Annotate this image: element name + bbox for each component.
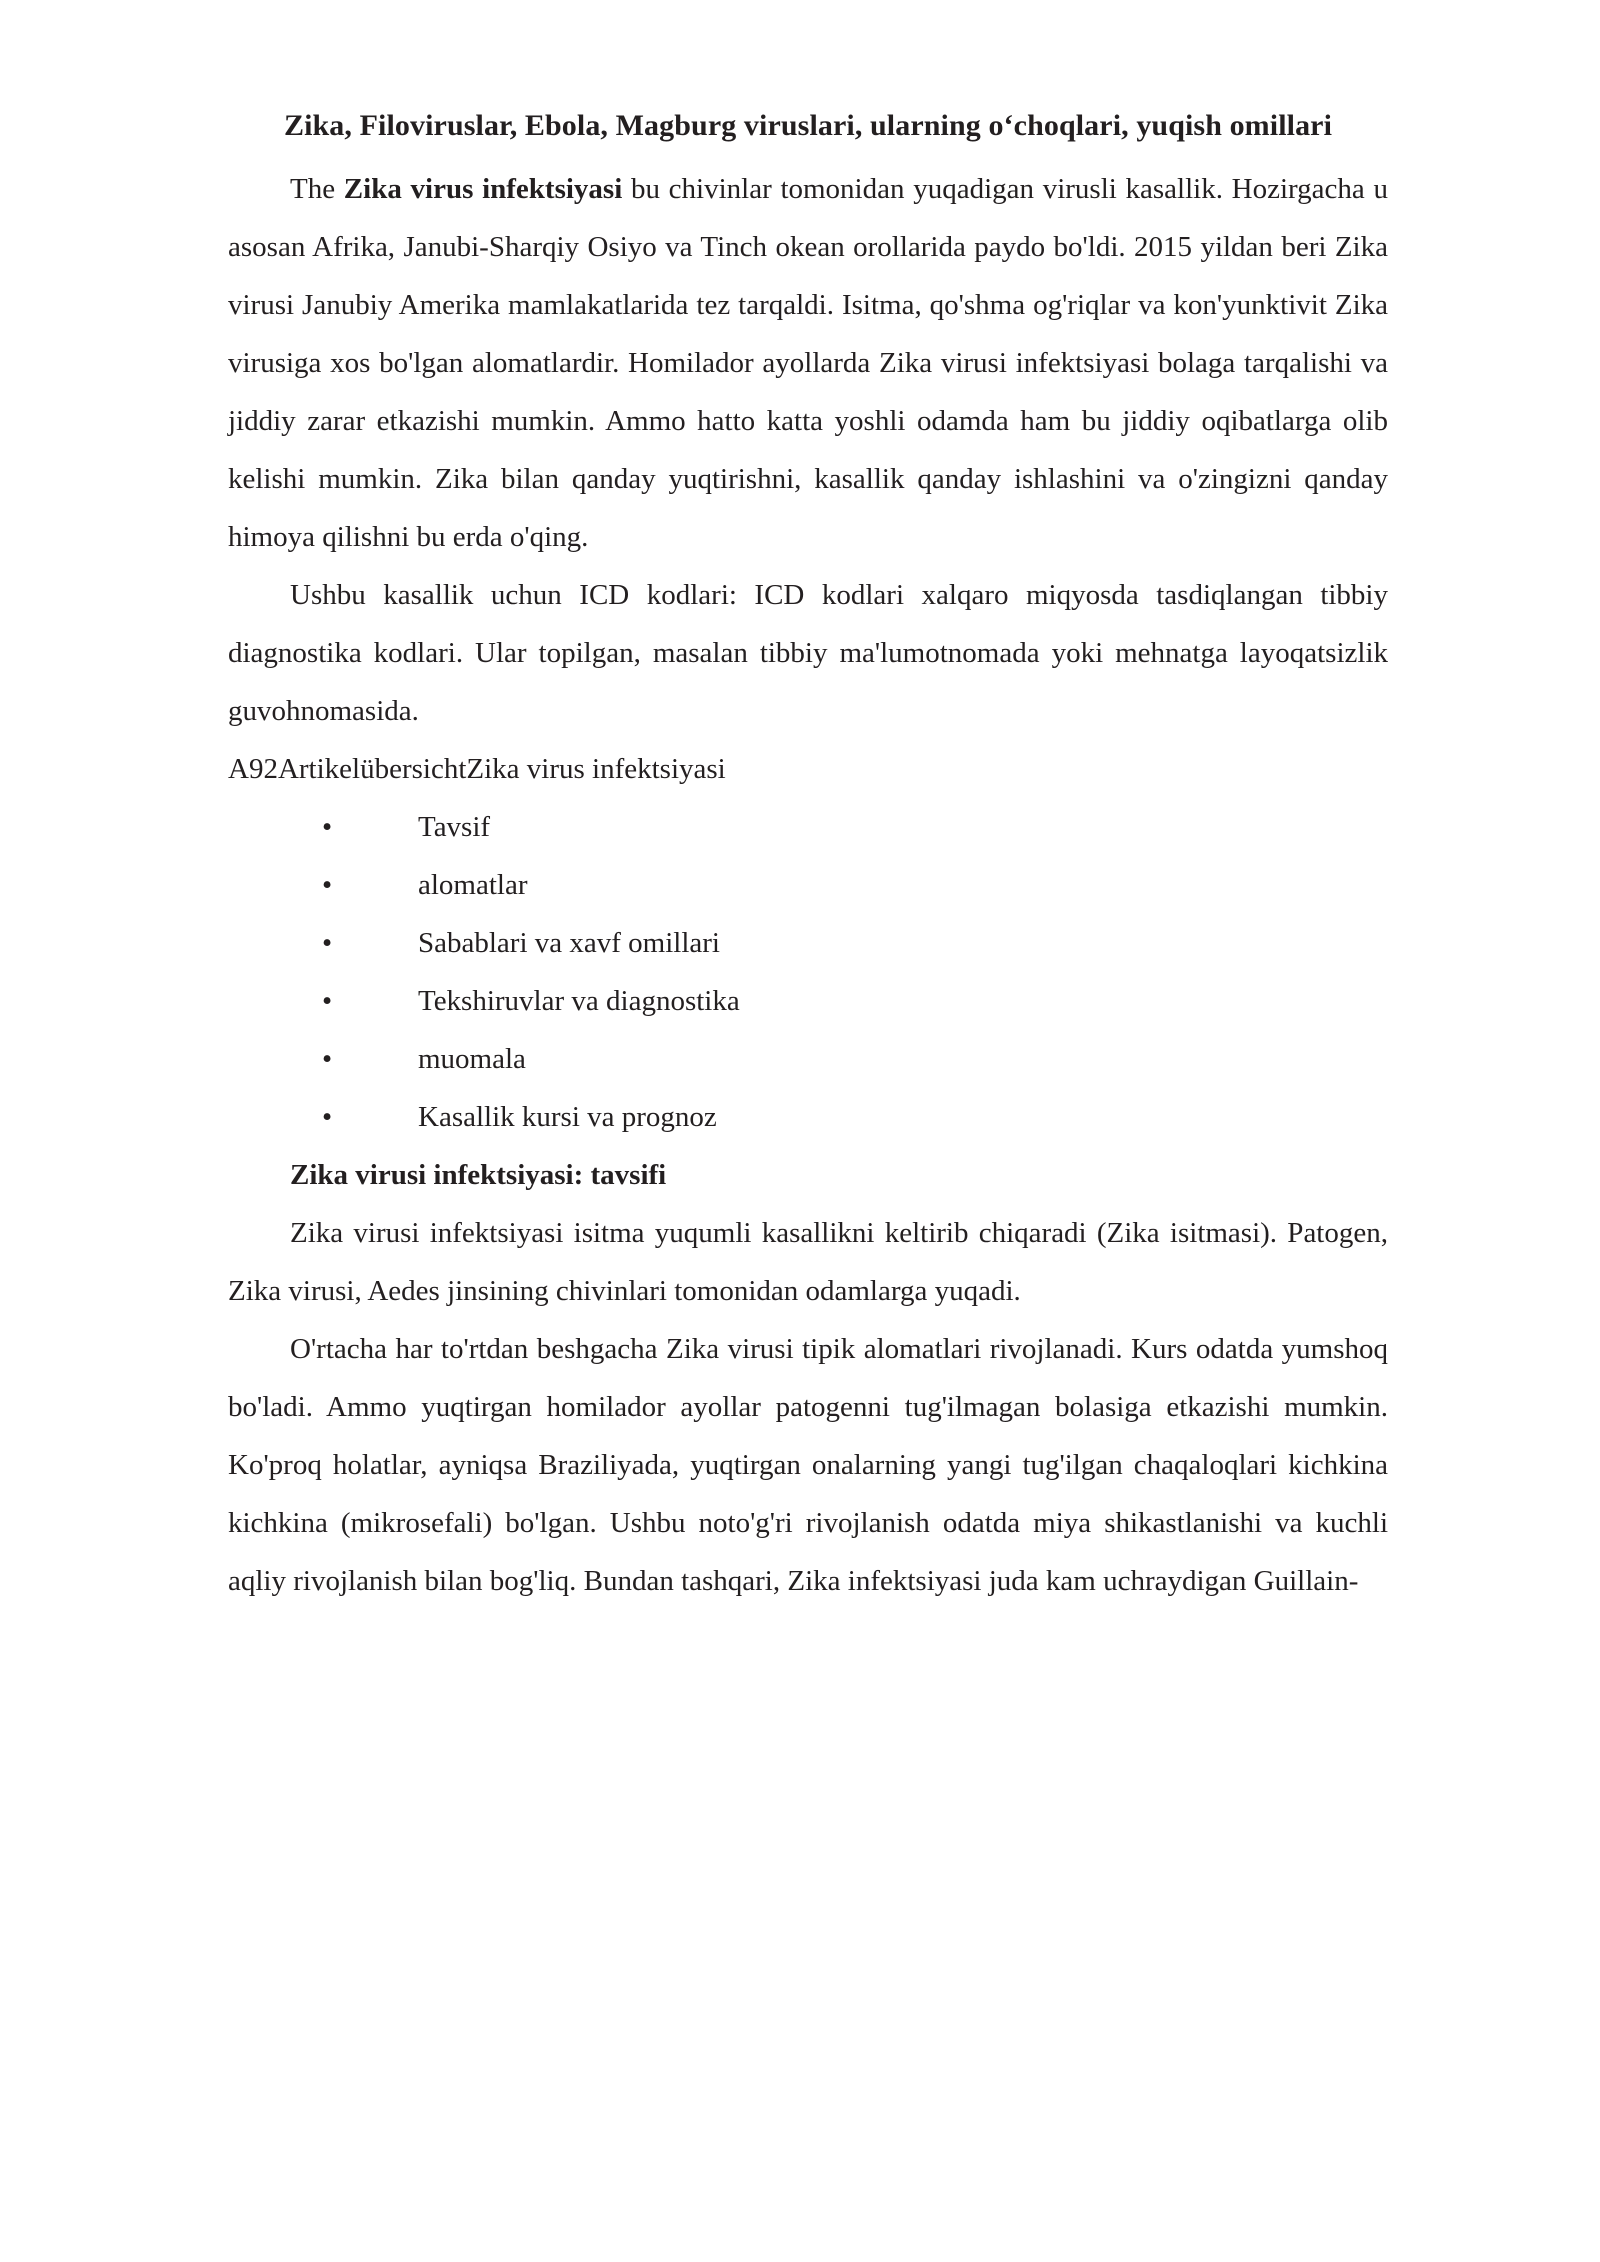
list-item-label: Tavsif bbox=[418, 811, 491, 843]
paragraph-intro-rest: bu chivinlar tomonidan yuqadigan virusli kasallik. Hozirgacha u asosan Afrika, Janubi-Sharqiy Osiyo va Tinch okean orollarida paydo bo'ldi. 2015 yildan beri Zika virusi Janubiy Amerika mamlakatlarida tez tarqaldi. Isitma, qo'shma og'riqlar va kon'yunktivit Zika virusiga xos bo'lgan alomatlardir. Homilador ayollarda Zika virusi infektsiyasi bolaga tarqalishi va jiddiy zarar etkazishi mumkin. Ammo hatto katta yoshli odamda ham bu jiddiy oqibatlarga olib kelishi mumkin. Zika bilan qanday yuqtirishni, kasallik qanday ishlashini va o'zingizni qanday himoya qilishni bu erda o'qing. bbox=[228, 173, 1388, 553]
section-heading-tavsifi: Zika virusi infektsiyasi: tavsifi bbox=[290, 1159, 667, 1191]
article-outline-list bbox=[228, 798, 1388, 1146]
list-item-label: Kasallik kursi va prognoz bbox=[418, 1101, 717, 1133]
list-item-label: Sabablari va xavf omillari bbox=[418, 927, 720, 959]
list-item bbox=[228, 798, 1388, 856]
bullet-icon: • bbox=[322, 1101, 333, 1133]
bullet-icon: • bbox=[322, 927, 333, 959]
list-item bbox=[228, 856, 1388, 914]
list-item bbox=[228, 1088, 1388, 1146]
paragraph-intro-lead: The bbox=[290, 173, 344, 205]
list-item bbox=[228, 1030, 1388, 1088]
page-content bbox=[228, 96, 1388, 1610]
paragraph-description: Zika virusi infektsiyasi isitma yuqumli kasallikni keltirib chiqaradi (Zika isitmasi). Patogen, Zika virusi, Aedes jinsining chivinlari tomonidan odamlarga yuqadi. bbox=[228, 1217, 1388, 1307]
bullet-icon: • bbox=[322, 811, 333, 843]
paragraph-intro-bold-term: Zika virus infektsiyasi bbox=[343, 173, 623, 205]
list-item bbox=[228, 972, 1388, 1030]
paragraph-symptoms: O'rtacha har to'rtdan beshgacha Zika virusi tipik alomatlari rivojlanadi. Kurs odatda yumshoq bo'ladi. Ammo yuqtirgan homilador ayollar patogenni tug'ilmagan bolasiga etkazishi mumkin. Ko'proq holatlar, ayniqsa Braziliyada, yuqtirgan onalarning yangi tug'ilgan chaqaloqlari kichkina kichkina (mikrosefali) bo'lgan. Ushbu noto'g'ri rivojlanish odatda miya shikastlanishi va kuchli aqliy rivojlanish bilan bog'liq. Bundan tashqari, Zika infektsiyasi juda kam uchraydigan Guillain- bbox=[228, 1333, 1388, 1597]
list-item bbox=[228, 914, 1388, 972]
list-item-label: muomala bbox=[418, 1043, 526, 1075]
paragraph-icd-codes: Ushbu kasallik uchun ICD kodlari: ICD kodlari xalqaro miqyosda tasdiqlangan tibbiy diagnostika kodlari. Ular topilgan, masalan tibbiy ma'lumotnomada yoki mehnatga layoqatsizlik guvohnomasida. bbox=[228, 579, 1388, 727]
list-item-label: alomatlar bbox=[418, 869, 528, 901]
bullet-icon: • bbox=[322, 869, 333, 901]
bullet-icon: • bbox=[322, 1043, 333, 1075]
page-title: Zika, Filoviruslar, Ebola, Magburg viruslari, ularning o‘choqlari, yuqish omillari bbox=[283, 109, 1333, 142]
bullet-icon: • bbox=[322, 985, 333, 1017]
paragraph-code-line: A92ArtikelübersichtZika virus infektsiyasi bbox=[228, 753, 726, 785]
paragraph-intro bbox=[228, 160, 1388, 566]
list-item-label: Tekshiruvlar va diagnostika bbox=[418, 985, 740, 1017]
